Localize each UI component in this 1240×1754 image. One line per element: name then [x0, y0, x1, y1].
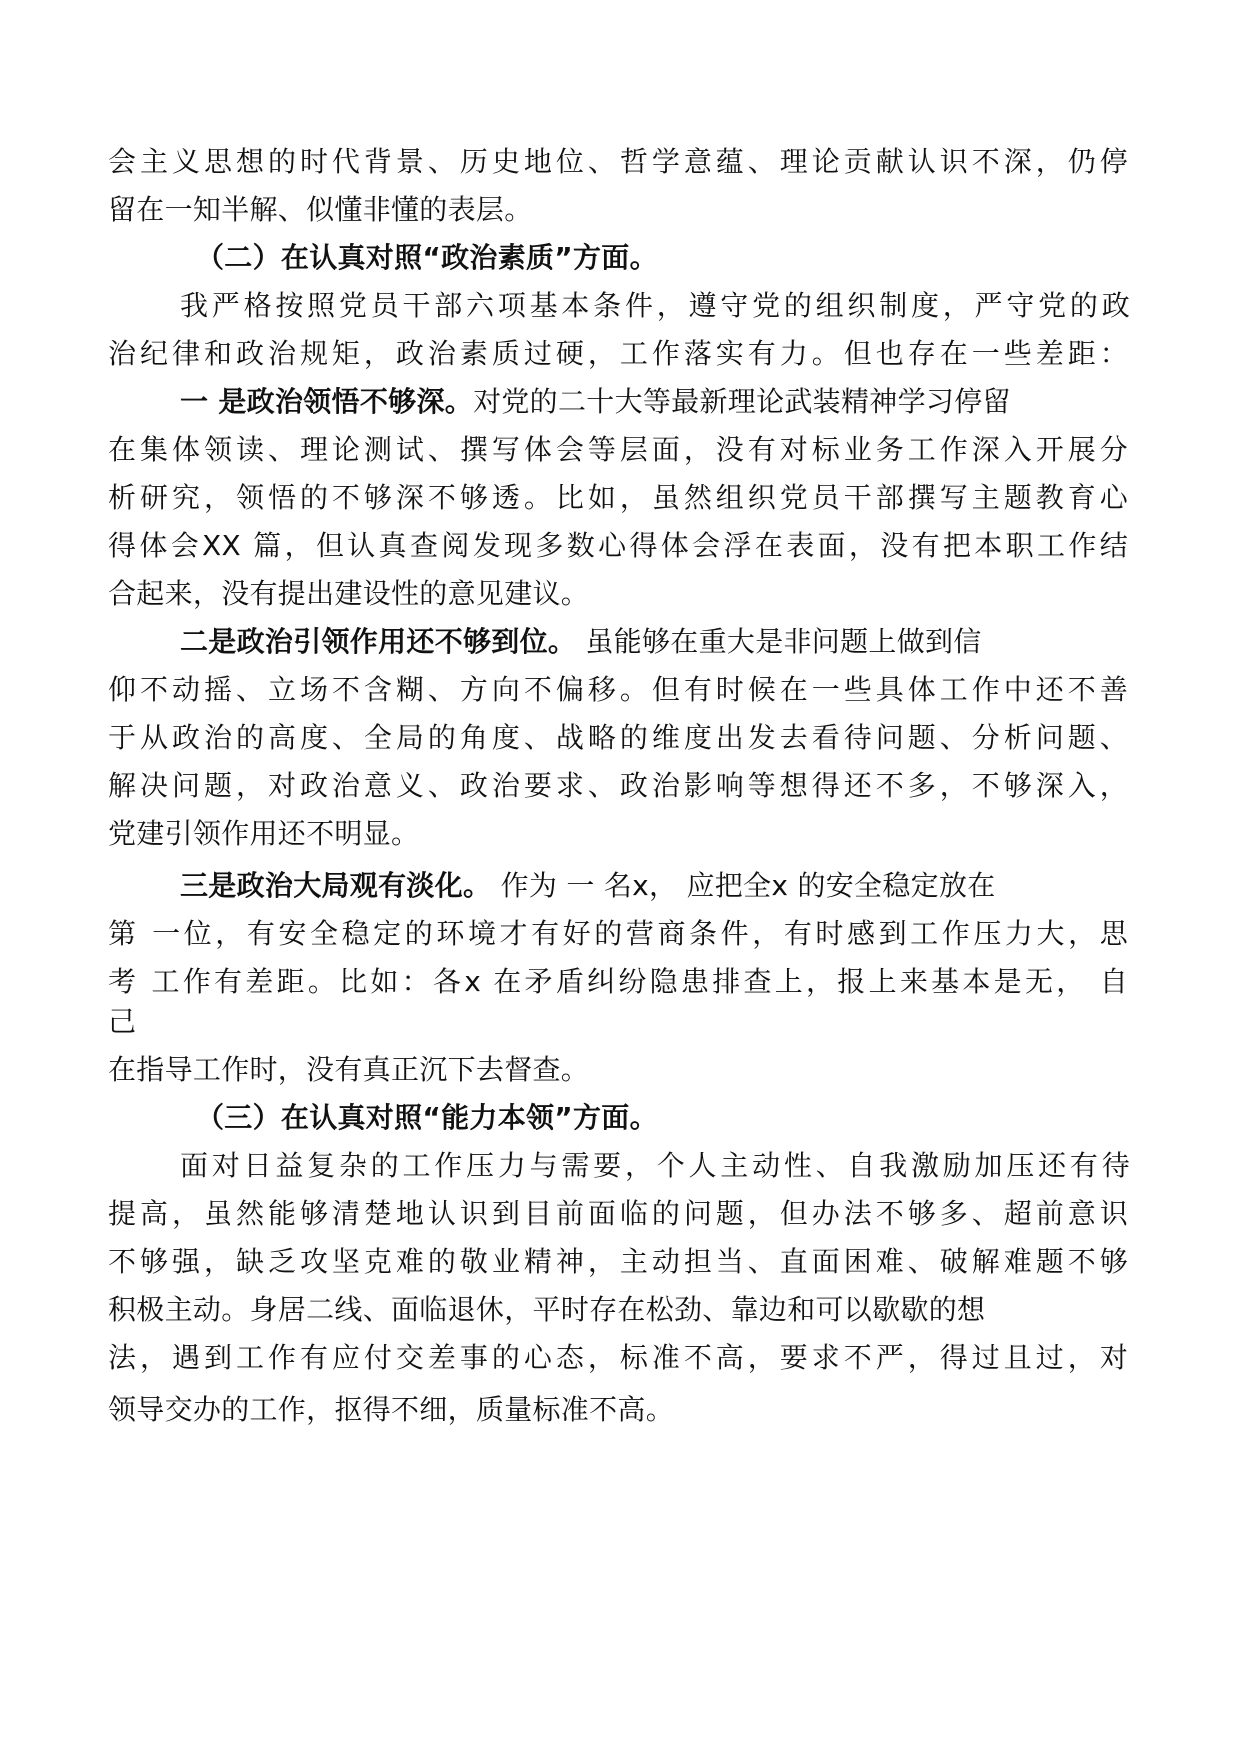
paragraph-text: 虽能够在重大是非问题上做到信 — [576, 625, 982, 658]
paragraph-line — [180, 864, 1130, 908]
paragraph-line: 治纪律和政治规矩，政治素质过硬，工作落实有力。但也存在一些差距： — [108, 337, 1128, 370]
paragraph-line: 不够强，缺乏攻坚克难的敬业精神，主动担当、直面困难、破解难题不够 — [108, 1245, 1128, 1278]
paragraph-line: 党建引领作用还不明显。 — [108, 817, 420, 850]
paragraph-line: 己 — [108, 1005, 137, 1038]
paragraph-line: 在指导工作时，没有真正沉下去督查。 — [108, 1053, 590, 1086]
paragraph-line: 第 一位，有安全稳定的环境才有好的营商条件，有时感到工作压力大，思 — [108, 917, 1128, 950]
paragraph-line: 在集体领读、理论测试、撰写体会等层面，没有对标业务工作深入开展分 — [108, 433, 1128, 466]
paragraph-line: 积极主动。身居二线、面临退休，平时存在松劲、靠边和可以歇歇的想 — [108, 1293, 986, 1326]
paragraph-line — [180, 380, 1130, 424]
paragraph-line: 合起来，没有提出建设性的意见建议。 — [108, 577, 590, 610]
paragraph-line: 会主义思想的时代背景、历史地位、哲学意蕴、理论贡献认识不深，仍停 — [108, 145, 1128, 178]
section-heading-3: （三）在认真对照“能力本领”方面。 — [196, 1101, 658, 1134]
paragraph-line: 提高，虽然能够清楚地认识到目前面临的问题，但办法不够多、超前意识 — [108, 1197, 1128, 1230]
paragraph-text: 作为 一 名x， 应把全x 的安全稳定放在 — [491, 869, 996, 902]
paragraph-line: 得体会XX 篇，但认真查阅发现多数心得体会浮在表面，没有把本职工作结 — [108, 529, 1128, 562]
paragraph-text: 对党的二十大等最新理论武装精神学习停留 — [473, 385, 1011, 418]
paragraph-line: 面对日益复杂的工作压力与需要，个人主动性、自我激励加压还有待 — [180, 1149, 1130, 1182]
paragraph-line: 析研究，领悟的不够深不够透。比如，虽然组织党员干部撰写主题教育心 — [108, 481, 1128, 514]
point-heading-1: 一 是政治领悟不够深。 — [180, 385, 474, 418]
paragraph-line: 领导交办的工作，抠得不细，质量标准不高。 — [108, 1393, 675, 1426]
paragraph-line: 解决问题，对政治意义、政治要求、政治影响等想得还不多，不够深入， — [108, 769, 1128, 802]
paragraph-line: 于从政治的高度、全局的角度、战略的维度出发去看待问题、分析问题、 — [108, 721, 1128, 754]
paragraph-line — [180, 620, 1130, 664]
point-heading-2: 二是政治引领作用还不够到位。 — [180, 625, 577, 658]
section-heading-2: （二）在认真对照“政治素质”方面。 — [196, 241, 658, 274]
paragraph-line: 考 工作有差距。比如：各x 在矛盾纠纷隐患排查上，报上来基本是无， 自 — [108, 965, 1128, 998]
paragraph-line: 法，遇到工作有应付交差事的心态，标准不高，要求不严，得过且过，对 — [108, 1341, 1128, 1374]
paragraph-line: 我严格按照党员干部六项基本条件，遵守党的组织制度，严守党的政 — [180, 289, 1130, 322]
point-heading-3: 三是政治大局观有淡化。 — [180, 869, 492, 902]
paragraph-line: 留在一知半解、似懂非懂的表层。 — [108, 193, 533, 226]
paragraph-line: 仰不动摇、立场不含糊、方向不偏移。但有时候在一些具体工作中还不善 — [108, 673, 1128, 706]
